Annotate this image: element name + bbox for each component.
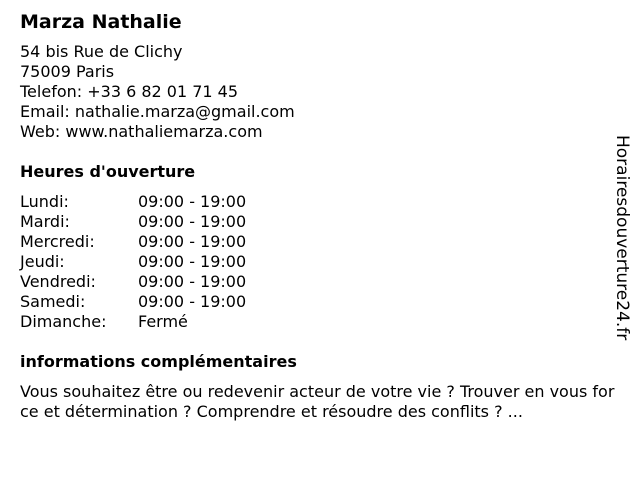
- hours-row-friday: [20, 272, 620, 292]
- hours-row-tuesday: [20, 212, 620, 232]
- additional-info-heading: informations complémentaires: [20, 352, 297, 371]
- hours-day: Samedi:: [20, 292, 86, 311]
- hours-day: Vendredi:: [20, 272, 96, 291]
- hours-row-thursday: [20, 252, 620, 272]
- hours-time: 09:00 - 19:00: [138, 192, 247, 211]
- hours-day: Dimanche:: [20, 312, 107, 331]
- hours-time: 09:00 - 19:00: [138, 292, 247, 311]
- hours-row-monday: [20, 192, 620, 212]
- phone-line[interactable]: Telefon: +33 6 82 01 71 45: [20, 82, 239, 101]
- address-line-1: 54 bis Rue de Clichy: [20, 42, 183, 61]
- opening-hours-table: [20, 192, 620, 332]
- address-line-2: 75009 Paris: [20, 62, 115, 81]
- web-line[interactable]: Web: www.nathaliemarza.com: [20, 122, 263, 141]
- hours-day: Mardi:: [20, 212, 70, 231]
- hours-row-sunday: [20, 312, 620, 332]
- hours-time: 09:00 - 19:00: [138, 252, 247, 271]
- business-card: [20, 10, 620, 422]
- hours-time: Fermé: [138, 312, 188, 331]
- hours-row-wednesday: [20, 232, 620, 252]
- email-line[interactable]: Email: nathalie.marza@gmail.com: [20, 102, 295, 121]
- business-name: Marza Nathalie: [20, 11, 182, 33]
- hours-time: 09:00 - 19:00: [138, 272, 247, 291]
- hours-time: 09:00 - 19:00: [138, 212, 247, 231]
- hours-row-saturday: [20, 292, 620, 312]
- hours-day: Mercredi:: [20, 232, 95, 251]
- hours-day: Lundi:: [20, 192, 69, 211]
- hours-day: Jeudi:: [20, 252, 65, 271]
- additional-info-text: Vous souhaitez être ou redevenir acteur de votre vie ? Trouver en vous force et détermination ? Comprendre et résoudre des conflits ? ...: [20, 382, 615, 421]
- site-watermark-label: Horairesdouverture24.fr: [612, 135, 632, 341]
- hours-time: 09:00 - 19:00: [138, 232, 247, 251]
- opening-hours-heading: Heures d'ouverture: [20, 162, 196, 181]
